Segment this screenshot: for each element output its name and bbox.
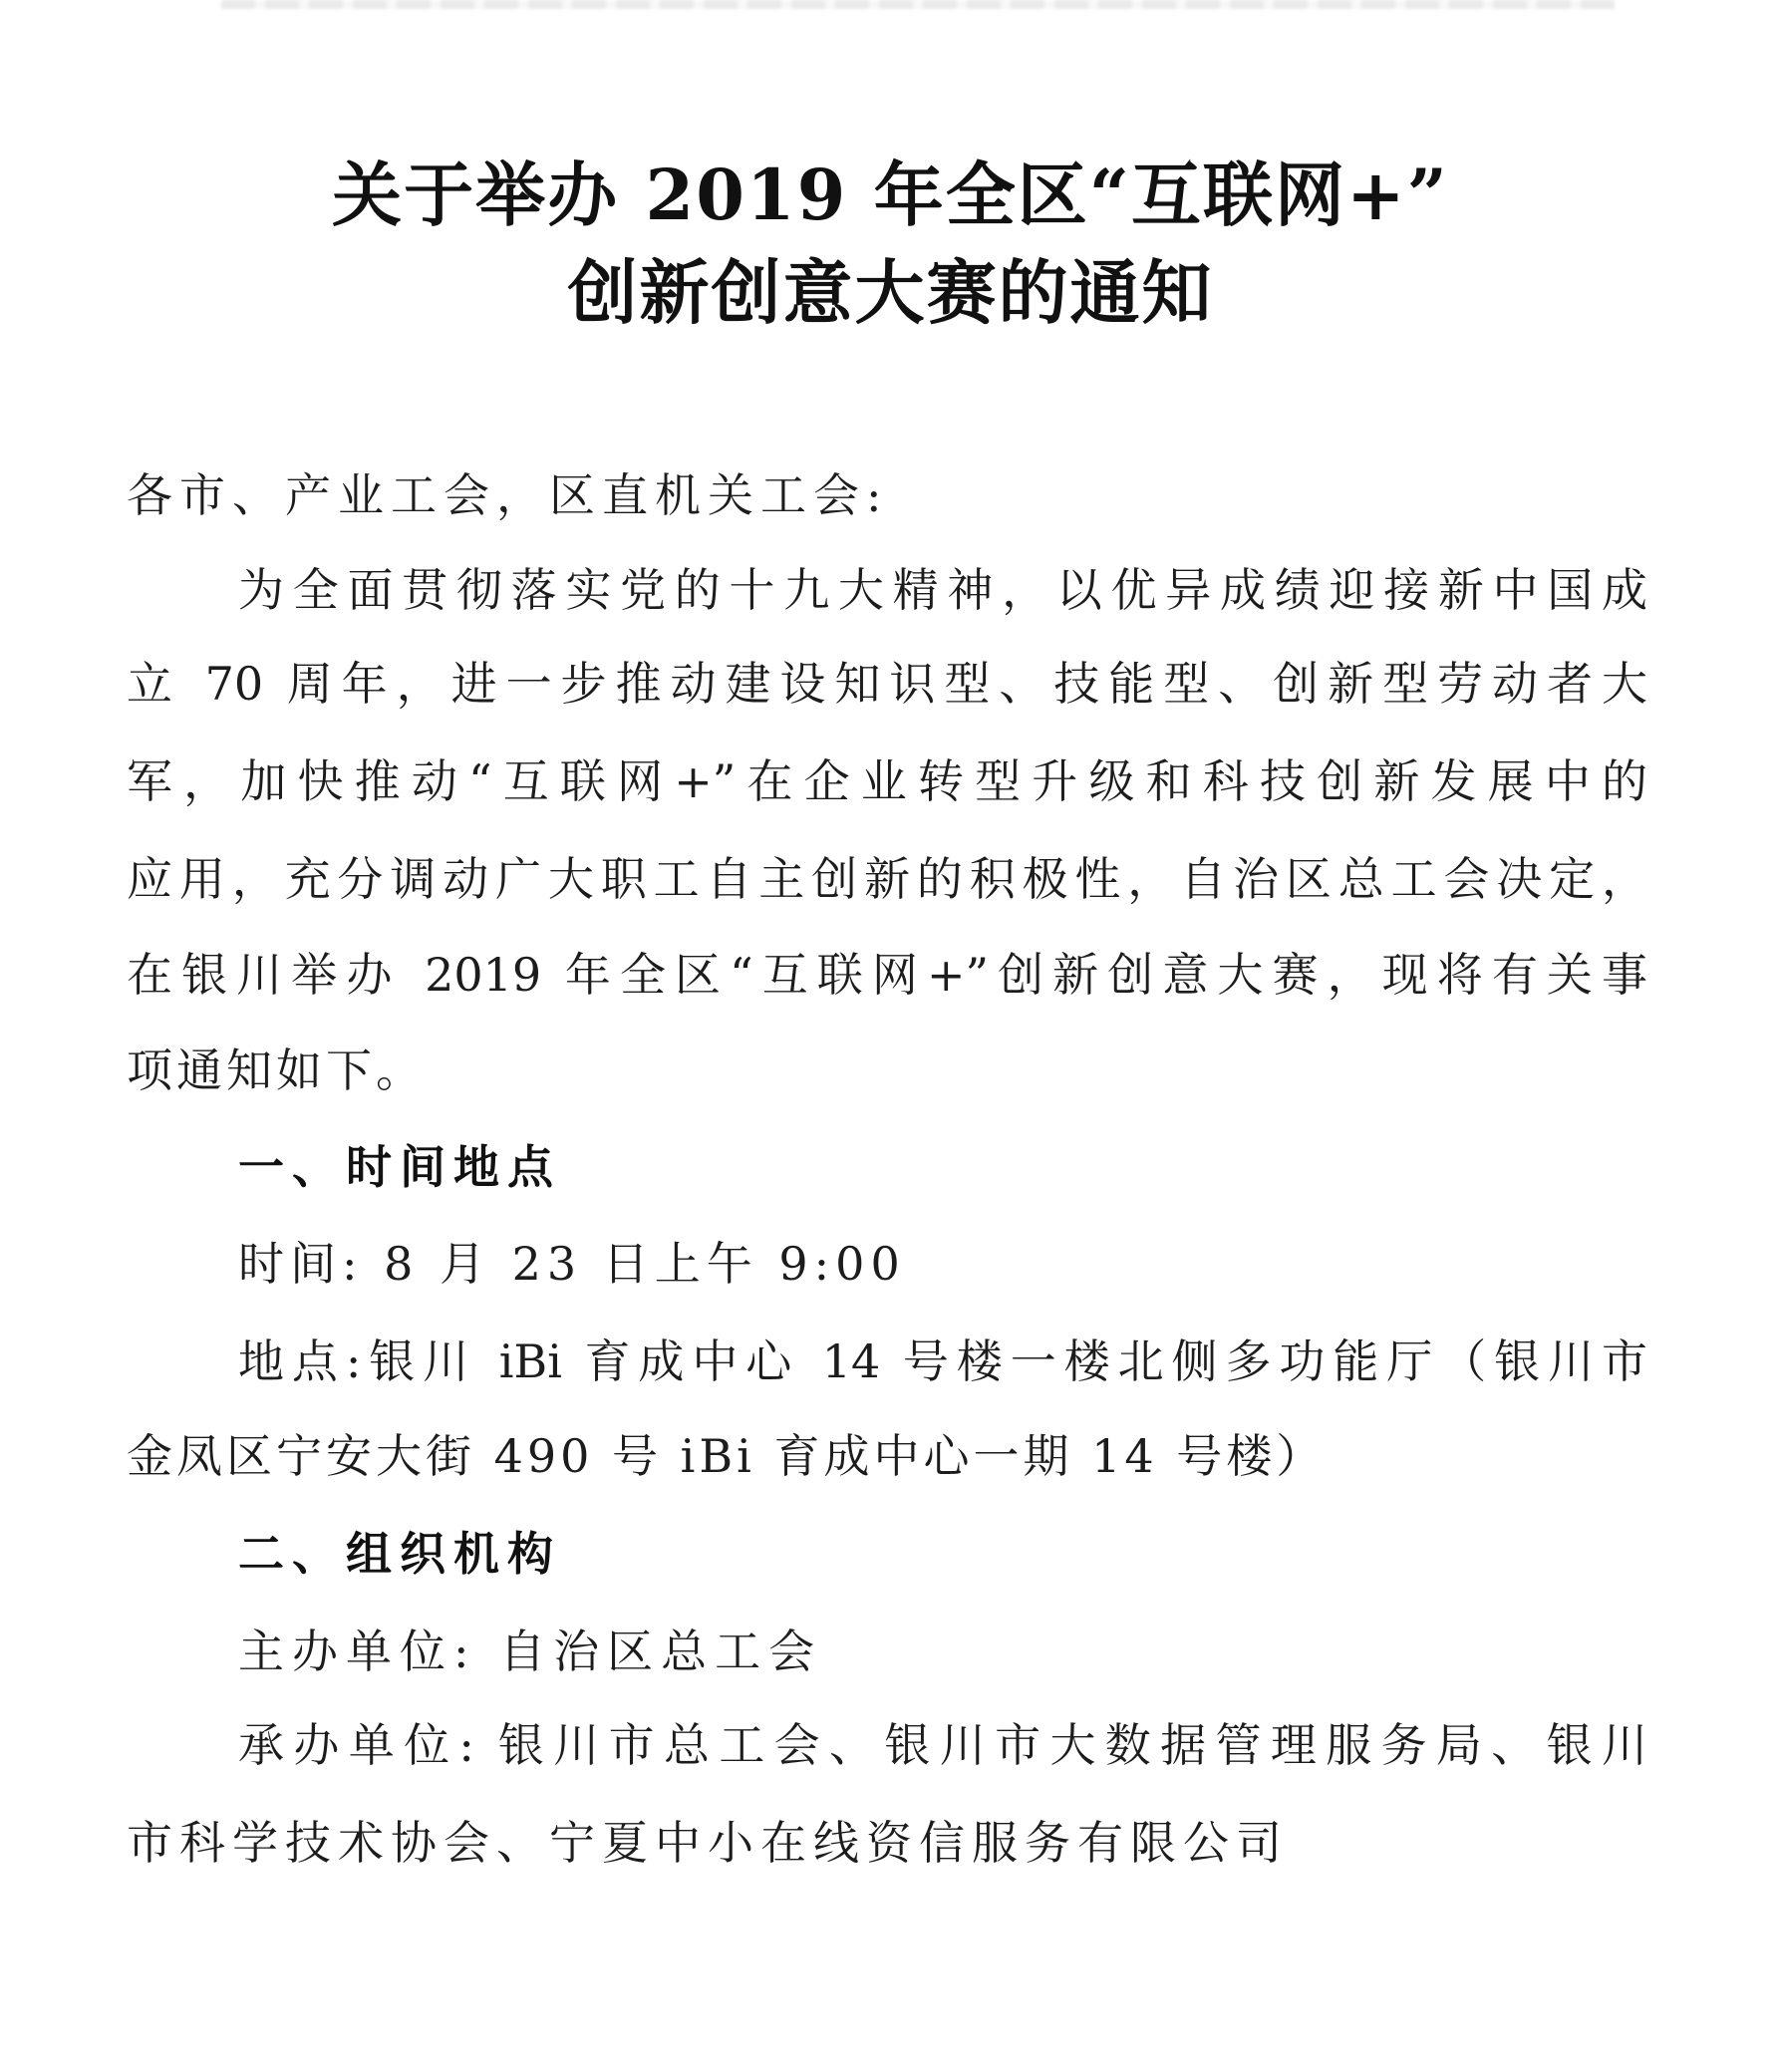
event-time: 时间: 8 月 23 日上午 9:00 bbox=[238, 1237, 906, 1291]
event-place-line: 金凤区宁安大街 490 号 iBi 育成中心一期 14 号楼） bbox=[127, 1429, 1327, 1483]
cropped-previous-text-fragment bbox=[221, 0, 1615, 9]
event-place-line: 地点:银川 iBi 育成中心 14 号楼一楼北侧多功能厅（银川市 bbox=[238, 1334, 1647, 1388]
intro-line: 为全面贯彻落实党的十九大精神，以优异成绩迎接新中国成 bbox=[238, 563, 1647, 617]
intro-line: 军，加快推动“互联网+”在企业转型升级和科技创新发展中的 bbox=[127, 754, 1647, 808]
organizer-line: 承办单位: 银川市总工会、银川市大数据管理服务局、银川 bbox=[238, 1718, 1647, 1772]
section-heading-time-place: 一、时间地点 bbox=[238, 1140, 561, 1194]
intro-line: 应用，充分调动广大职工自主创新的积极性，自治区总工会决定， bbox=[127, 852, 1647, 906]
document-title-line-1: 关于举办 2019 年全区“互联网+” bbox=[332, 153, 1449, 236]
intro-line: 立 70 周年，进一步推动建设知识型、技能型、创新型劳动者大 bbox=[127, 657, 1647, 711]
organizer-line: 市科学技术协会、宁夏中小在线资信服务有限公司 bbox=[127, 1816, 1289, 1870]
salutation: 各市、产业工会，区直机关工会: bbox=[127, 468, 889, 522]
intro-line: 在银川举办 2019 年全区“互联网+”创新创意大赛，现将有关事 bbox=[127, 948, 1647, 1002]
document-title-line-2: 创新创意大赛的通知 bbox=[567, 251, 1214, 334]
intro-line: 项通知如下。 bbox=[127, 1043, 426, 1097]
host-unit: 主办单位: 自治区总工会 bbox=[238, 1625, 823, 1678]
section-heading-organization: 二、组织机构 bbox=[238, 1527, 561, 1581]
